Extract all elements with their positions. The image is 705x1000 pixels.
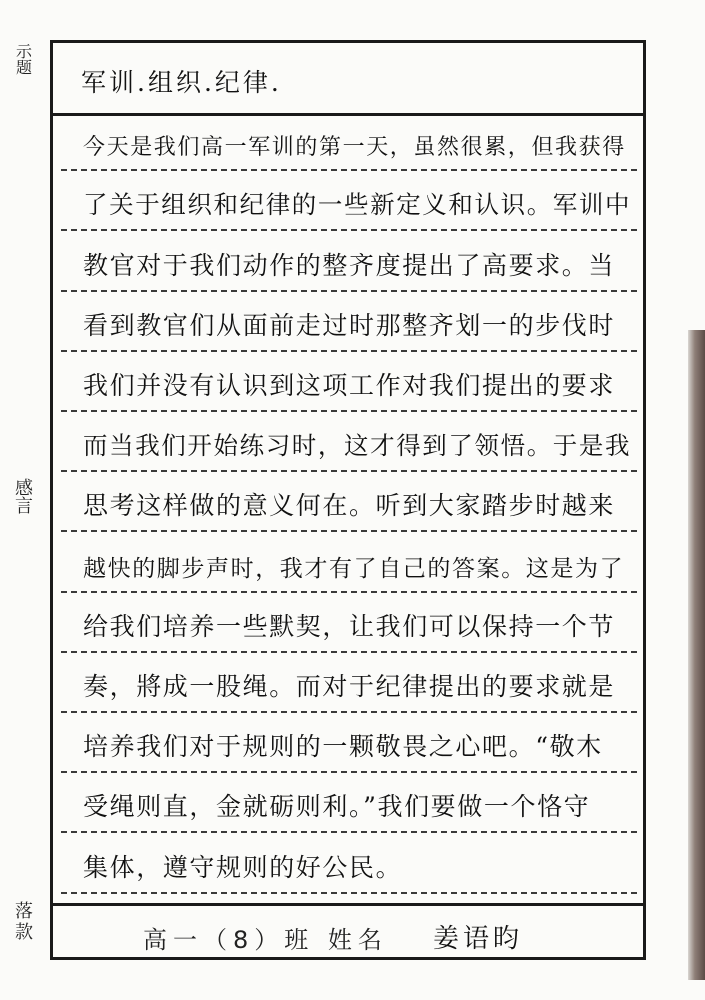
essay-line: [61, 470, 637, 532]
signature-row: [53, 903, 643, 963]
essay-line-text: 越快的脚步声时，我才有了自己的答案。这是为了: [83, 555, 625, 582]
side-label-char: 感: [15, 478, 33, 499]
side-label-signature: [6, 902, 42, 943]
class-label: 高一（8）班: [143, 926, 315, 954]
side-label-char: 言: [15, 496, 33, 517]
essay-line: [61, 350, 637, 412]
essay-title: 军训.组织.纪律.: [81, 68, 282, 97]
essay-line: [61, 771, 637, 833]
essay-line-text: 培养我们对于规则的一颗敬畏之心吧。“敬木: [83, 732, 603, 762]
side-label-char: 款: [15, 921, 33, 943]
essay-line-text: 给我们培养一些默契，让我们可以保持一个节: [83, 611, 616, 641]
essay-line-text: 思考这样做的意义何在。听到大家踏步时越来: [83, 491, 616, 521]
essay-line-text: 我们并没有认识到这项工作对我们提出的要求: [83, 370, 616, 400]
essay-line-text: 今天是我们高一军训的第一天，虽然很累，但我获得: [83, 135, 626, 161]
essay-line: [61, 711, 637, 773]
essay-line-text: 了关于组织和纪律的一些新定义和认识。军训中: [83, 190, 632, 220]
side-label-topic: [6, 44, 42, 76]
side-label-char: 示: [15, 42, 32, 61]
title-row: [53, 43, 643, 116]
essay-line-text: 集体，遵守规则的好公民。: [83, 852, 403, 882]
essay-line: [61, 591, 637, 653]
essay-line: [61, 651, 637, 713]
essay-line: [61, 831, 637, 893]
essay-line-text: 受绳则直，金就砺则利。”我们要做一个恪守: [83, 792, 591, 822]
essay-line-text: 看到教官们从面前走过时那整齐划一的步伐时: [83, 310, 616, 340]
essay-line-text: 而当我们开始练习时，这才得到了领悟。于是我: [83, 431, 632, 461]
paper-edge-shadow: [688, 330, 705, 980]
essay-line: [61, 169, 637, 231]
essay-line-text: 奏，將成一股绳。而对于纪律提出的要求就是: [83, 671, 616, 701]
essay-line: [61, 290, 637, 352]
essay-line: [61, 109, 637, 171]
side-label-char: 题: [15, 58, 32, 77]
name-label: 姓名: [327, 926, 388, 954]
student-name: 姜语昀: [433, 924, 524, 954]
essay-line-text: 教官对于我们动作的整齐度提出了高要求。当: [83, 250, 616, 280]
writing-frame: [50, 40, 646, 960]
signature-label: [143, 920, 388, 955]
essay-line: [61, 229, 637, 291]
side-label-char: 落: [15, 901, 33, 922]
side-label-reflection: [6, 480, 42, 516]
essay-line: [61, 410, 637, 472]
essay-line: [61, 530, 637, 592]
